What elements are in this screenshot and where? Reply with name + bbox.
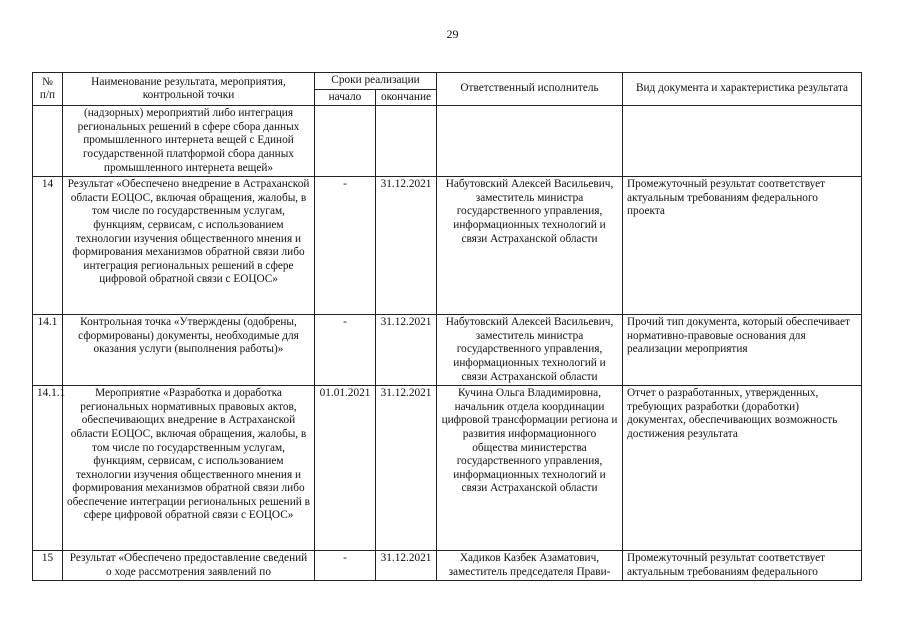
header-num: № п/п <box>33 73 63 106</box>
row-start <box>315 106 376 177</box>
row-start: - <box>315 177 376 315</box>
row-name: Результат «Обеспечено внедрение в Астраханской области ЕОЦОС, включая обращения, жалобы, в том числе по государственным услугам, функциям, сервисам, с использованием технологии изучения общественного мнения и формирования механизмов обратной связи либо интеграция региональных решений в сфере цифровой обратной связи с ЕОЦОС» <box>63 177 315 315</box>
header-end: окончание <box>376 89 437 106</box>
row-name: Мероприятие «Разработка и доработка региональных нормативных правовых актов, обеспечивающих внедрение в Астраханской области ЕОЦОС, включая обращения, жалобы, в том числе по государственным услугам, функциям, сервисам, с использованием технологии изучения общественного мнения и формирования механизмов обратной связи либо обеспечение интеграции региональных решений в сфере цифровой обратной связи с ЕОЦОС» <box>63 386 315 551</box>
row-executor: Кучина Ольга Владимировна, начальник отдела координации цифровой трансформации региона и развития информационного общества министерства государственного управления, информационных технологий и связи Астраханской области <box>437 386 623 551</box>
row-name: Контрольная точка «Утверждены (одобрены, сформированы) документы, необходимые для оказания услуги (выполнения работы)» <box>63 315 315 386</box>
row-start: - <box>315 551 376 581</box>
table-row <box>33 551 862 581</box>
row-end: 31.12.2021 <box>376 386 437 551</box>
header-row <box>33 73 862 90</box>
row-doc: Промежуточный результат соответствует актуальным требованиям федерального проекта <box>623 177 862 315</box>
row-doc: Отчет о разработанных, утвержденных, требующих разработки (доработки) документах, обеспечивающих возможность достижения результата <box>623 386 862 551</box>
row-num <box>33 106 63 177</box>
table-row <box>33 177 862 315</box>
row-doc: Прочий тип документа, который обеспечивает нормативно-правовые основания для реализации мероприятия <box>623 315 862 386</box>
table-row <box>33 315 862 386</box>
header-executor: Ответственный исполнитель <box>437 73 623 106</box>
row-doc <box>623 106 862 177</box>
row-name: (надзорных) мероприятий либо интеграция региональных решений в сфере сбора данных промышленного интернета вещей с Единой государственной платформой сбора данных промышленного интернета вещей» <box>63 106 315 177</box>
row-executor: Набутовский Алексей Васильевич, заместитель министра государственного управления, информационных технологий и связи Астраханской области <box>437 177 623 315</box>
plan-table <box>32 72 862 581</box>
header-doc: Вид документа и характеристика результата <box>623 73 862 106</box>
table-row <box>33 386 862 551</box>
row-executor: Хадиков Казбек Азаматович, заместитель председателя Прави- <box>437 551 623 581</box>
row-num: 15 <box>33 551 63 581</box>
row-num: 14.1.1 <box>33 386 63 551</box>
table-row <box>33 106 862 177</box>
row-name: Результат «Обеспечено предоставление сведений о ходе рассмотрения заявлений по <box>63 551 315 581</box>
row-num: 14 <box>33 177 63 315</box>
row-executor <box>437 106 623 177</box>
row-executor: Набутовский Алексей Васильевич, заместитель министра государственного управления, информационных технологий и связи Астраханской области <box>437 315 623 386</box>
row-end: 31.12.2021 <box>376 551 437 581</box>
header-name: Наименование результата, мероприятия, контрольной точки <box>63 73 315 106</box>
row-num: 14.1 <box>33 315 63 386</box>
row-start: 01.01.2021 <box>315 386 376 551</box>
row-end <box>376 106 437 177</box>
row-doc: Промежуточный результат соответствует актуальным требованиям федерального <box>623 551 862 581</box>
page-number: 29 <box>446 27 459 41</box>
header-start: начало <box>315 89 376 106</box>
row-end: 31.12.2021 <box>376 315 437 386</box>
row-end: 31.12.2021 <box>376 177 437 315</box>
header-dates: Сроки реализации <box>315 73 437 90</box>
row-start: - <box>315 315 376 386</box>
